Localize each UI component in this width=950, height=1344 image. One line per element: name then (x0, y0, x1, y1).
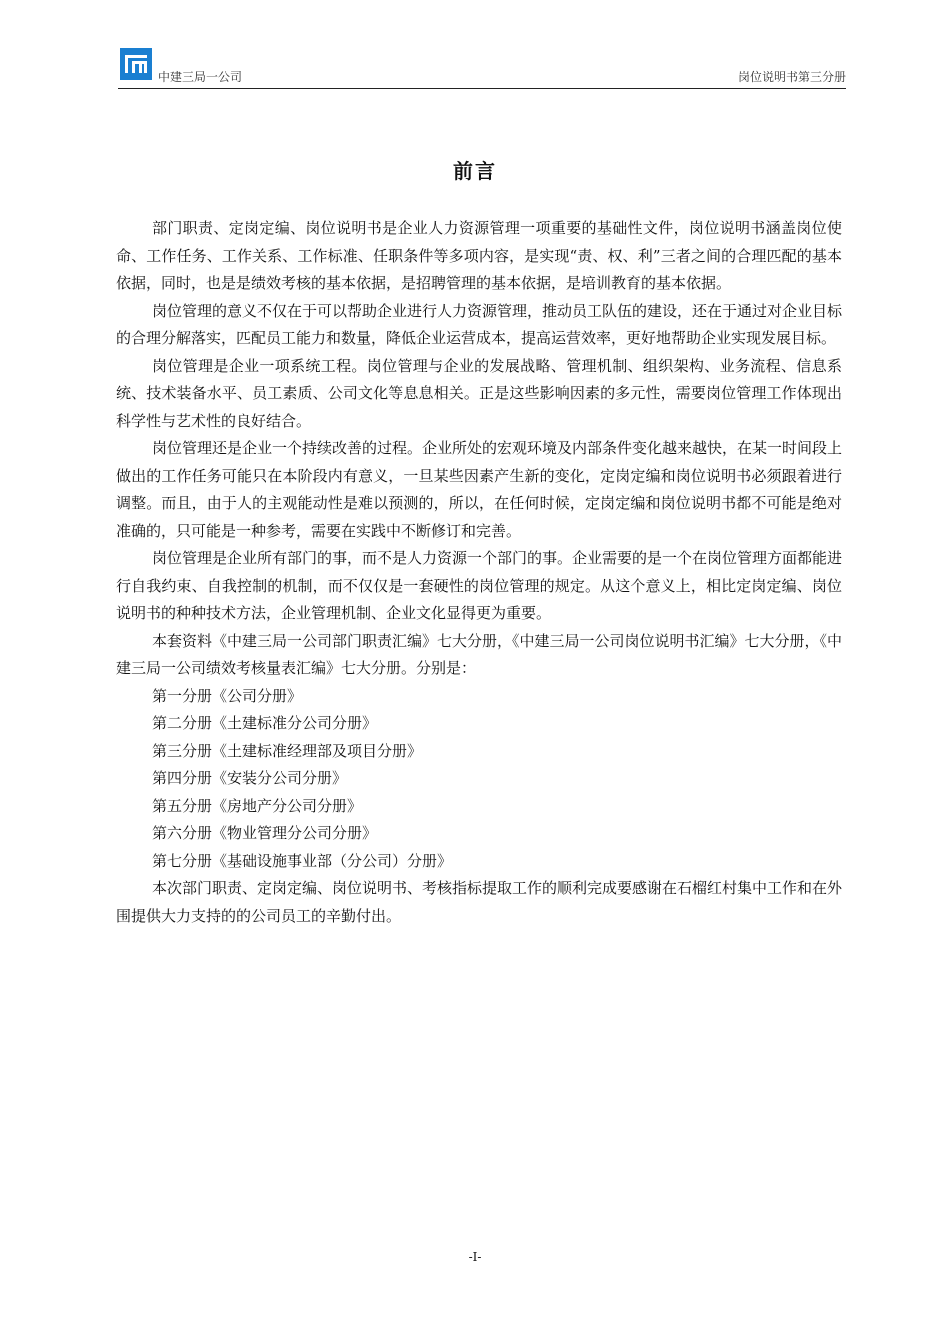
volume-list-item: 第七分册《基础设施事业部（分公司）分册》 (152, 851, 453, 870)
paragraph: 岗位管理的意义不仅在于可以帮助企业进行人力资源管理，推动员工队伍的建设，还在于通过对企业目标的合理分解落实，匹配员工能力和数量，降低企业运营成本，提高运营效率，更好地帮助企业实现发展目标。 (116, 301, 843, 347)
volume-list-item: 第六分册《物业管理分公司分册》 (152, 824, 378, 842)
page-header (118, 48, 846, 89)
paragraph: 岗位管理是企业一项系统工程。岗位管理与企业的发展战略、管理机制、组织架构、业务流程、信息系统、技术装备水平、员工素质、公司文化等息息相关。正是这些影响因素的多元性，需要岗位管理工作体现出科学性与艺术性的良好结合。 (116, 356, 842, 430)
paragraph: 本套资料《中建三局一公司部门职责汇编》七大分册，《中建三局一公司岗位说明书汇编》七大分册，《中建三局一公司绩效考核量表汇编》七大分册。分别是： (116, 631, 843, 677)
volume-list-item: 第四分册《安装分公司分册》 (152, 769, 348, 787)
body-text (116, 215, 842, 930)
paragraph: 岗位管理是企业所有部门的事，而不是人力资源一个部门的事。企业需要的是一个在岗位管理方面都能进行自我约束、自我控制的机制，而不仅仅是一套硬性的岗位管理的规定。从这个意义上，相比定岗定编、岗位说明书的种种技术方法，企业管理机制、企业文化显得更为重要。 (116, 549, 843, 622)
company-name: 中建三局一公司 (158, 70, 243, 84)
volume-list-item: 第三分册《土建标准经理部及项目分册》 (152, 741, 423, 760)
paragraph: 岗位管理还是企业一个持续改善的过程。企业所处的宏观环境及内部条件变化越来越快，在某一时间段上做出的工作任务可能只在本阶段内有意义，一旦某些因素产生新的变化，定岗定编和岗位说明书必须跟着进行调整。而且，由于人的主观能动性是难以预测的，所以，在任何时候，定岗定编和岗位说明书都不可能是绝对准确的，只可能是一种参考，需要在实践中不断修订和完善。 (116, 439, 843, 540)
volume-list-item: 第一分册《公司分册》 (152, 686, 303, 705)
paragraph: 部门职责、定岗定编、岗位说明书是企业人力资源管理一项重要的基础性文件，岗位说明书涵盖岗位使命、工作任务、工作关系、工作标准、任职条件等多项内容，是实现“责、权、利”三者之间的合理匹配的基本依据，同时，也是是绩效考核的基本依据，是招聘管理的基本依据，是培训教育的基本依据。 (116, 219, 842, 292)
volume-list-item: 第二分册《土建标准分公司分册》 (152, 714, 378, 732)
volume-name: 岗位说明书第三分册 (737, 70, 846, 84)
page-title: 前言 (453, 159, 497, 183)
volume-list-item: 第五分册《房地产分公司分册》 (152, 796, 363, 815)
company-logo-icon (120, 48, 152, 80)
closing-paragraph: 本次部门职责、定岗定编、岗位说明书、考核指标提取工作的顺利完成要感谢在石榴红村集中工作和在外围提供大力支持的的公司员工的辛勤付出。 (116, 879, 843, 925)
page-number: -I- (468, 1250, 482, 1264)
